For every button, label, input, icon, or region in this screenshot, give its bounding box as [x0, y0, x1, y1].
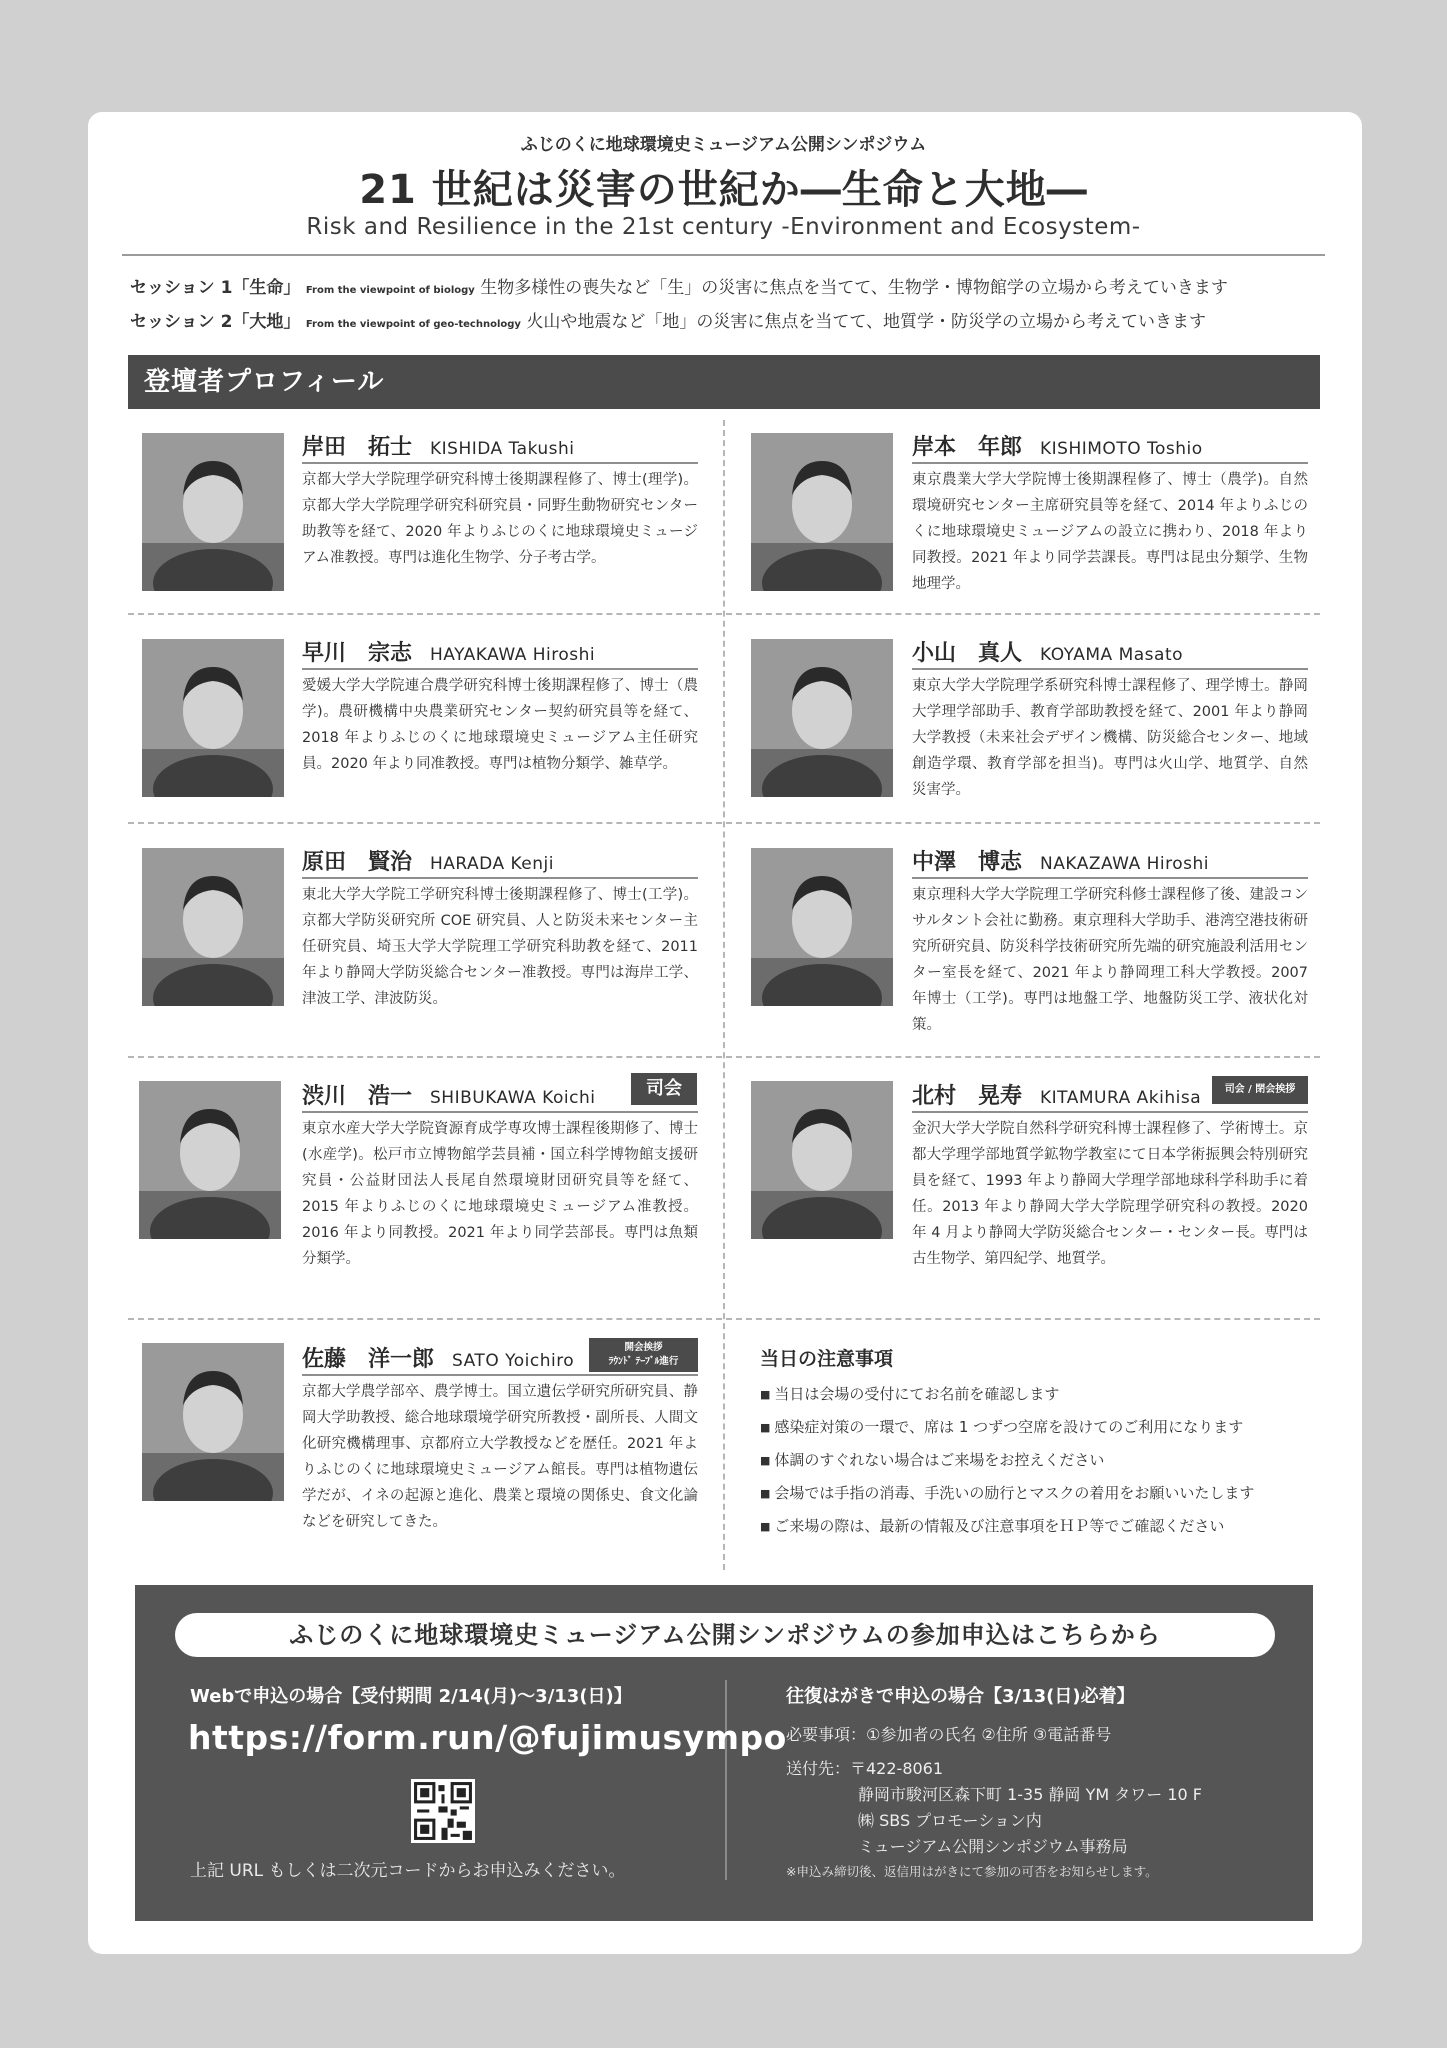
role-line-2: ﾗｳﾝﾄﾞ ﾃｰﾌﾞﾙ進行 — [608, 1356, 679, 1367]
role-badge-moderator-closing: 司会 / 閉会挨拶 — [1212, 1076, 1308, 1104]
speaker-name-underline — [302, 877, 698, 879]
speaker-name-underline — [302, 668, 698, 670]
speaker-name-en: SHIBUKAWA Koichi — [430, 1088, 596, 1108]
speaker-name-jp: 渋川 浩一 — [302, 1084, 413, 1109]
speaker-name-en: KOYAMA Masato — [1040, 645, 1184, 665]
speaker-name-en: NAKAZAWA Hiroshi — [1040, 854, 1209, 874]
speaker-name-nakazawa — [912, 845, 1209, 876]
speaker-bio-harada: 東北大学大学院工学研究科博士後期課程修了、博士(工学)。京都大学防災研究所 COE 研究員、人と防災未来センター主任研究員、埼玉大学大学院理工学研究科助教を経て、2011 年より静岡大学防災総合センター准教授。専門は海岸工学、津波工学、津波防災。 — [302, 887, 698, 1007]
postcard-address-line: ㈱ SBS プロモーション内 — [858, 1811, 1042, 1830]
speaker-name-jp: 佐藤 洋一郎 — [302, 1347, 435, 1372]
speaker-bio-nakazawa: 東京理科大学大学院理工学研究科修士課程修了後、建設コンサルタント会社に勤務。東京理科大学助手、港湾空港技術研究所研究員、防災科学技術研究所先端的研究施設利活用センター室長を経て、2021 年より静岡理工科大学教授。2007 年博士（工学)。専門は地盤工学、地盤防災工学、液状化対策。 — [912, 887, 1308, 1033]
speaker-name-koyama — [912, 636, 1183, 667]
note-item: ■ 当日は会場の受付にてお名前を確認します — [760, 1383, 1059, 1404]
speaker-photo-nakazawa — [751, 848, 893, 1006]
speaker-name-en: SATO Yoichiro — [452, 1351, 575, 1371]
event-series-label: ふじのくに地球環境史ミュージアム公開シンポジウム — [520, 135, 927, 155]
speaker-name-hayakawa — [302, 636, 595, 667]
session-2-desc: 火山や地震など「地」の災害に焦点を当てて、地質学・防災学の立場から考えていきます — [526, 312, 1207, 332]
speaker-photo-harada — [142, 848, 284, 1006]
row-divider — [128, 1056, 1320, 1058]
speaker-name-en: KITAMURA Akihisa — [1040, 1088, 1202, 1108]
speaker-bio-kishimoto: 東京農業大学大学院博士後期課程修了、博士（農学)。自然環境研究センター主席研究員等を経て、2014 年よりふじのくに地球環境史ミュージアムの設立に携わり、2018 年より同教授。2021 年より同学芸課長。専門は昆虫分類学、生物地理学。 — [912, 472, 1308, 592]
row-divider — [128, 613, 1320, 615]
speaker-name-underline — [912, 668, 1308, 670]
header-divider — [122, 254, 1325, 256]
speaker-name-en: HARADA Kenji — [430, 854, 554, 874]
speaker-name-jp: 原田 賢治 — [302, 850, 413, 875]
postcard-note: ※申込み締切後、返信用はがきにて参加の可否をお知らせします。 — [786, 1864, 1158, 1879]
speaker-name-en: KISHIDA Takushi — [430, 439, 575, 459]
speaker-name-kishida — [302, 430, 575, 461]
speaker-name-underline — [302, 462, 698, 464]
postcard-apply-title: 往復はがきで申込の場合【3/13(日)必着】 — [786, 1686, 1135, 1707]
speaker-photo-koyama — [751, 639, 893, 797]
postcard-required-fields: 必要事項：①参加者の氏名 ②住所 ③電話番号 — [786, 1725, 1112, 1744]
speaker-name-harada — [302, 845, 554, 876]
postcard-send-to: 送付先：〒422-8061 — [786, 1759, 944, 1778]
column-divider — [723, 420, 725, 1570]
speaker-photo-kishimoto — [751, 433, 893, 591]
speaker-name-sato — [302, 1342, 574, 1373]
speaker-name-shibukawa — [302, 1079, 595, 1110]
speaker-name-kishimoto — [912, 430, 1203, 461]
speaker-name-underline — [302, 1111, 698, 1113]
note-item: ■ 会場では手指の消毒、手洗いの励行とマスクの着用をお願いいたします — [760, 1482, 1254, 1503]
session-2-label: セッション 2「大地」 — [130, 312, 301, 332]
speaker-bio-koyama: 東京大学大学院理学系研究科博士課程修了、理学博士。静岡大学理学部助手、教育学部助教授を経て、2001 年より静岡大学教授（未来社会デザイン機構、防災総合センター、地域創造学環、教育学部を担当)。専門は火山学、地質学、自然災害学。 — [912, 678, 1308, 798]
speaker-name-underline — [912, 877, 1308, 879]
speaker-name-jp: 北村 晃寿 — [912, 1084, 1023, 1109]
speaker-name-jp: 岸田 拓士 — [302, 435, 413, 460]
qr-code-icon[interactable] — [411, 1779, 475, 1843]
application-heading: ふじのくに地球環境史ミュージアム公開シンポジウムの参加申込はこちらから — [175, 1613, 1275, 1657]
speaker-bio-shibukawa: 東京水産大学大学院資源育成学専攻博士課程後期修了、博士(水産学)。松戸市立博物館学芸員補・国立科学博物館支援研究員・公益財団法人長尾自然環境財団研究員等を経て、2015 年よりふじのくに地球環境史ミュージアム准教授。2016 年より同教授。2021 年より同学芸部長。専門は魚類分類学。 — [302, 1121, 698, 1267]
note-item: ■ 感染症対策の一環で、席は 1 つずつ空席を設けてのご利用になります — [760, 1416, 1243, 1437]
speaker-bio-kitamura: 金沢大学大学院自然科学研究科博士課程修了、学術博士。京都大学理学部地質学鉱物学教室にて日本学術振興会特別研究員を経て、1993 年より静岡大学理学部地球科学科助手に着任。2013 年より静岡大学大学院理学研究科の教授。2020 年 4 月より静岡大学防災総合センター・センター長。専門は古生物学、第四紀学、地質学。 — [912, 1121, 1308, 1267]
speaker-bio-kishida: 京都大学大学院理学研究科博士後期課程修了、博士(理学)。京都大学大学院理学研究科研究員・同野生動物研究センター助教等を経て、2020 年よりふじのくに地球環境史ミュージアム准教授。専門は進化生物学、分子考古学。 — [302, 472, 698, 566]
role-badge-opening-roundtable — [589, 1338, 698, 1372]
notes-title: 当日の注意事項 — [760, 1348, 894, 1370]
postcard-address-line: ミュージアム公開シンポジウム事務局 — [858, 1837, 1128, 1856]
session-1-desc: 生物多様性の喪失など「生」の災害に焦点を当てて、生物学・博物館学の立場から考えていきます — [480, 278, 1228, 298]
speaker-bio-hayakawa: 愛媛大学大学院連合農学研究科博士後期課程修了、博士（農学)。農研機構中央農業研究センター契約研究員等を経て、2018 年よりふじのくに地球環境史ミュージアム主任研究員。2020 年より同准教授。専門は植物分類学、雑草学。 — [302, 678, 698, 772]
speaker-name-underline — [912, 462, 1308, 464]
speaker-photo-kishida — [142, 433, 284, 591]
page-title: 21 世紀は災害の世紀か―生命と大地― — [359, 167, 1088, 213]
row-divider — [128, 822, 1320, 824]
note-item: ■ 体調のすぐれない場合はご来場をお控えください — [760, 1449, 1104, 1470]
speaker-name-en: KISHIMOTO Toshio — [1040, 439, 1203, 459]
web-apply-note: 上記 URL もしくは二次元コードからお申込みください。 — [190, 1861, 626, 1881]
speaker-name-jp: 岸本 年郎 — [912, 435, 1023, 460]
speaker-name-underline — [302, 1374, 698, 1376]
role-badge-moderator: 司会 — [631, 1073, 697, 1105]
profiles-heading: 登壇者プロフィール — [128, 355, 1320, 409]
session-1-label: セッション 1「生命」 — [130, 278, 301, 298]
row-divider — [128, 1318, 1320, 1320]
web-apply-title: Webで申込の場合【受付期間 2/14(月)～3/13(日)】 — [190, 1686, 632, 1707]
page-subtitle: Risk and Resilience in the 21st century -Environment and Ecosystem- — [306, 214, 1141, 240]
speaker-name-underline — [912, 1111, 1308, 1113]
speaker-photo-shibukawa — [139, 1081, 281, 1239]
speaker-photo-hayakawa — [142, 639, 284, 797]
role-line-1: 開会挨拶 — [624, 1342, 663, 1353]
speaker-name-jp: 中澤 博志 — [912, 850, 1023, 875]
speaker-photo-sato — [142, 1343, 284, 1501]
session-2-en: From the viewpoint of geo-technology — [305, 319, 521, 330]
speaker-name-kitamura — [912, 1079, 1201, 1110]
session-1 — [130, 273, 1228, 298]
speaker-name-jp: 早川 宗志 — [302, 641, 413, 666]
speaker-name-jp: 小山 真人 — [912, 641, 1023, 666]
note-item: ■ ご来場の際は、最新の情報及び注意事項をＨＰ等でご確認ください — [760, 1515, 1224, 1536]
speaker-name-en: HAYAKAWA Hiroshi — [430, 645, 596, 665]
application-divider — [725, 1680, 727, 1880]
session-2 — [130, 307, 1206, 332]
application-url-link[interactable]: https://form.run/@fujimusympo — [188, 1718, 787, 1757]
speaker-photo-kitamura — [751, 1081, 893, 1239]
speaker-bio-sato: 京都大学農学部卒、農学博士。国立遺伝学研究所研究員、静岡大学助教授、総合地球環境学研究所教授・副所長、人間文化研究機構理事、京都府立大学教授などを歴任。2021 年よりふじのくに地球環境史ミュージアム館長。専門は植物遺伝学だが、イネの起源と進化、農業と環境の関係史、食文化論などを研究してきた。 — [302, 1384, 698, 1530]
session-1-en: From the viewpoint of biology — [305, 285, 475, 296]
postcard-address-line: 静岡市駿河区森下町 1-35 静岡 YM タワー 10 F — [858, 1785, 1202, 1804]
